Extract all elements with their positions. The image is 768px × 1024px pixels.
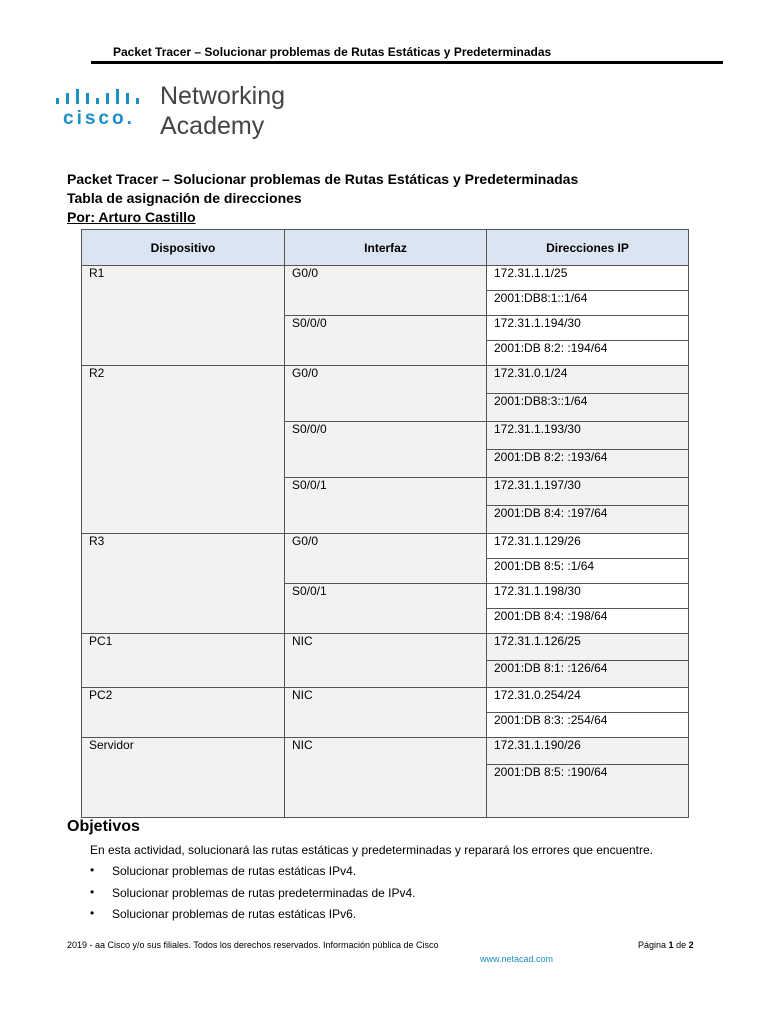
cell-ip: 172.31.1.190/26: [487, 738, 689, 765]
cell-interface: S0/0/0: [285, 422, 487, 478]
cell-ip: 2001:DB 8:3: :254/64: [487, 713, 689, 738]
cell-ip: 172.31.1.197/30: [487, 478, 689, 506]
cell-ip: 2001:DB 8:2: :193/64: [487, 450, 689, 478]
bullet-icon: •: [90, 884, 95, 899]
list-item: • Solucionar problemas de rutas estáticas IPv4.: [90, 863, 357, 878]
objectives-list: [90, 864, 416, 929]
cell-interface: S0/0/1: [285, 478, 487, 534]
cisco-networking-academy-logo: [54, 84, 314, 146]
cell-ip: 172.31.1.129/26: [487, 534, 689, 559]
table-row: [82, 266, 689, 291]
cell-ip: 172.31.1.126/25: [487, 634, 689, 661]
cell-ip: 2001:DB 8:5: :1/64: [487, 559, 689, 584]
addressing-table: [81, 229, 689, 818]
document-title: Packet Tracer – Solucionar problemas de Rutas Estáticas y Predeterminadas: [67, 171, 579, 187]
cell-device: R2: [82, 366, 285, 534]
header-interfaz: Interfaz: [285, 230, 487, 266]
bullet-icon: •: [90, 906, 95, 920]
cell-ip: 2001:DB 8:4: :198/64: [487, 609, 689, 634]
cell-device: Servidor: [82, 738, 285, 818]
cell-device: R3: [82, 534, 285, 634]
cell-ip: 172.31.1.193/30: [487, 422, 689, 450]
table-header-row: [82, 230, 689, 266]
page-header-title: Packet Tracer – Solucionar problemas de Rutas Estáticas y Predeterminadas: [113, 45, 552, 59]
cell-ip: 172.31.1.194/30: [487, 316, 689, 341]
cell-interface: NIC: [285, 688, 487, 738]
cell-interface: G0/0: [285, 534, 487, 584]
objectives-intro: En esta actividad, solucionará las rutas estáticas y predeterminadas y reparará los errores que encuentre.: [90, 843, 653, 857]
cell-ip: 172.31.0.1/24: [487, 366, 689, 394]
cell-device: PC1: [82, 634, 285, 688]
list-item: • Solucionar problemas de rutas predeterminadas de IPv4.: [90, 884, 416, 900]
table-row: [82, 688, 689, 713]
table-row: [82, 534, 689, 559]
document-author: Por: Arturo Castillo: [67, 209, 196, 225]
cell-device: R1: [82, 266, 285, 366]
table-row: [82, 738, 689, 765]
cell-device: PC2: [82, 688, 285, 738]
logo-academy: Academy: [160, 112, 265, 140]
logo-networking: Networking: [160, 82, 286, 110]
document-title-block: [67, 170, 578, 227]
header-direcciones-ip: Direcciones IP: [487, 230, 689, 266]
cell-ip: 172.31.0.254/24: [487, 688, 689, 713]
cell-ip: 2001:DB 8:5: :190/64: [487, 765, 689, 818]
cell-ip: 172.31.1.1/25: [487, 266, 689, 291]
header-dispositivo: Dispositivo: [82, 230, 285, 266]
cell-ip: 2001:DB 8:1: :126/64: [487, 661, 689, 688]
cell-interface: G0/0: [285, 366, 487, 422]
table-row: [82, 634, 689, 661]
cell-interface: G0/0: [285, 266, 487, 316]
cell-ip: 2001:DB8:1::1/64: [487, 291, 689, 316]
footer-url-link[interactable]: www.netacad.com: [480, 954, 554, 964]
cell-ip: 2001:DB 8:4: :197/64: [487, 506, 689, 534]
cell-interface: S0/0/0: [285, 316, 487, 366]
cell-ip: 2001:DB 8:2: :194/64: [487, 341, 689, 366]
cisco-bars-icon: [54, 89, 152, 109]
bullet-icon: •: [90, 863, 95, 877]
cisco-wordmark: cisco.: [63, 108, 135, 129]
objectives-heading: Objetivos: [67, 818, 140, 835]
cell-ip: 2001:DB8:3::1/64: [487, 394, 689, 422]
footer-page-number: Página 1 de 2: [638, 940, 694, 950]
cell-interface: NIC: [285, 634, 487, 688]
table-row: [82, 366, 689, 394]
cell-ip: 172.31.1.198/30: [487, 584, 689, 609]
list-item: • Solucionar problemas de rutas estáticas IPv6.: [90, 906, 357, 921]
cell-interface: NIC: [285, 738, 487, 818]
header-rule: [91, 61, 723, 64]
document-subtitle: Tabla de asignación de direcciones: [67, 190, 302, 206]
cell-interface: S0/0/1: [285, 584, 487, 634]
footer-copyright: 2019 - aa Cisco y/o sus filiales. Todos los derechos reservados. Información pública de Cisco: [67, 940, 439, 950]
